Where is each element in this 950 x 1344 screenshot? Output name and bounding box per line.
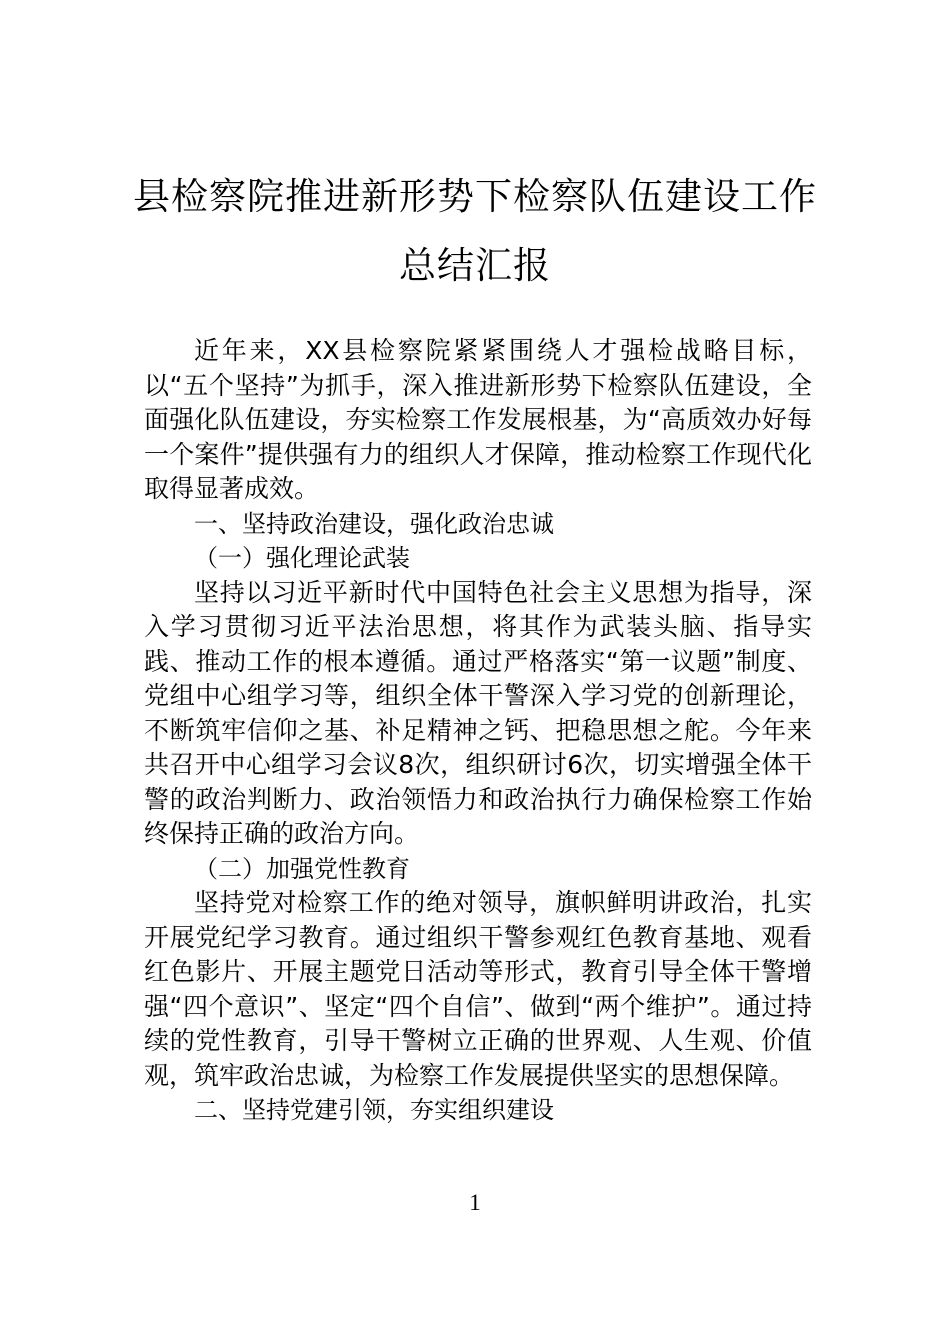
section-heading-2: 二、坚持党建引领，夯实组织建设 — [194, 1096, 554, 1124]
document-body — [144, 334, 812, 1128]
body-paragraph: 坚持以习近平新时代中国特色社会主义思想为指导，深入学习贯彻习近平法治思想，将其作为武装头脑、指导实践、推动工作的根本遵循。通过严格落实“第一议题”制度、党组中心组学习等，组织全体干警深入学习党的创新理论，不断筑牢信仰之基、补足精神之钙、把稳思想之舵。今年来共召开中心组学习会议8次，组织研讨6次，切实增强全体干警的政治判断力、政治领悟力和政治执行力确保检察工作始终保持正确的政治方向。 — [144, 577, 812, 848]
body-paragraph: 坚持党对检察工作的绝对领导，旗帜鲜明讲政治，扎实开展党纪学习教育。通过组织干警参观红色教育基地、观看红色影片、开展主题党日活动等形式，教育引导全体干警增强“四个意识”、坚定“四个自信”、做到“两个维护”。通过持续的党性教育，引导干警树立正确的世界观、人生观、价值观，筑牢政治忠诚，为检察工作发展提供坚实的思想保障。 — [144, 888, 812, 1090]
page-number: 1 — [469, 1190, 481, 1215]
intro-paragraph: 近年来，XX县检察院紧紧围绕人才强检战略目标，以“五个坚持”为抓手，深入推进新形势下检察队伍建设，全面强化队伍建设，夯实检察工作发展根基，为“高质效办好每一个案件”提供强有力的组织人才保障，推动检察工作现代化取得显著成效。 — [144, 336, 812, 503]
document-title-line-2: 总结汇报 — [399, 244, 551, 287]
subsection-heading-1-1: （一）强化理论武装 — [194, 544, 410, 572]
section-heading-1: 一、坚持政治建设，强化政治忠诚 — [194, 509, 554, 538]
document-title-line-1: 县检察院推进新形势下检察队伍建设工作 — [133, 175, 817, 218]
subsection-heading-1-2: （二）加强党性教育 — [194, 854, 410, 883]
